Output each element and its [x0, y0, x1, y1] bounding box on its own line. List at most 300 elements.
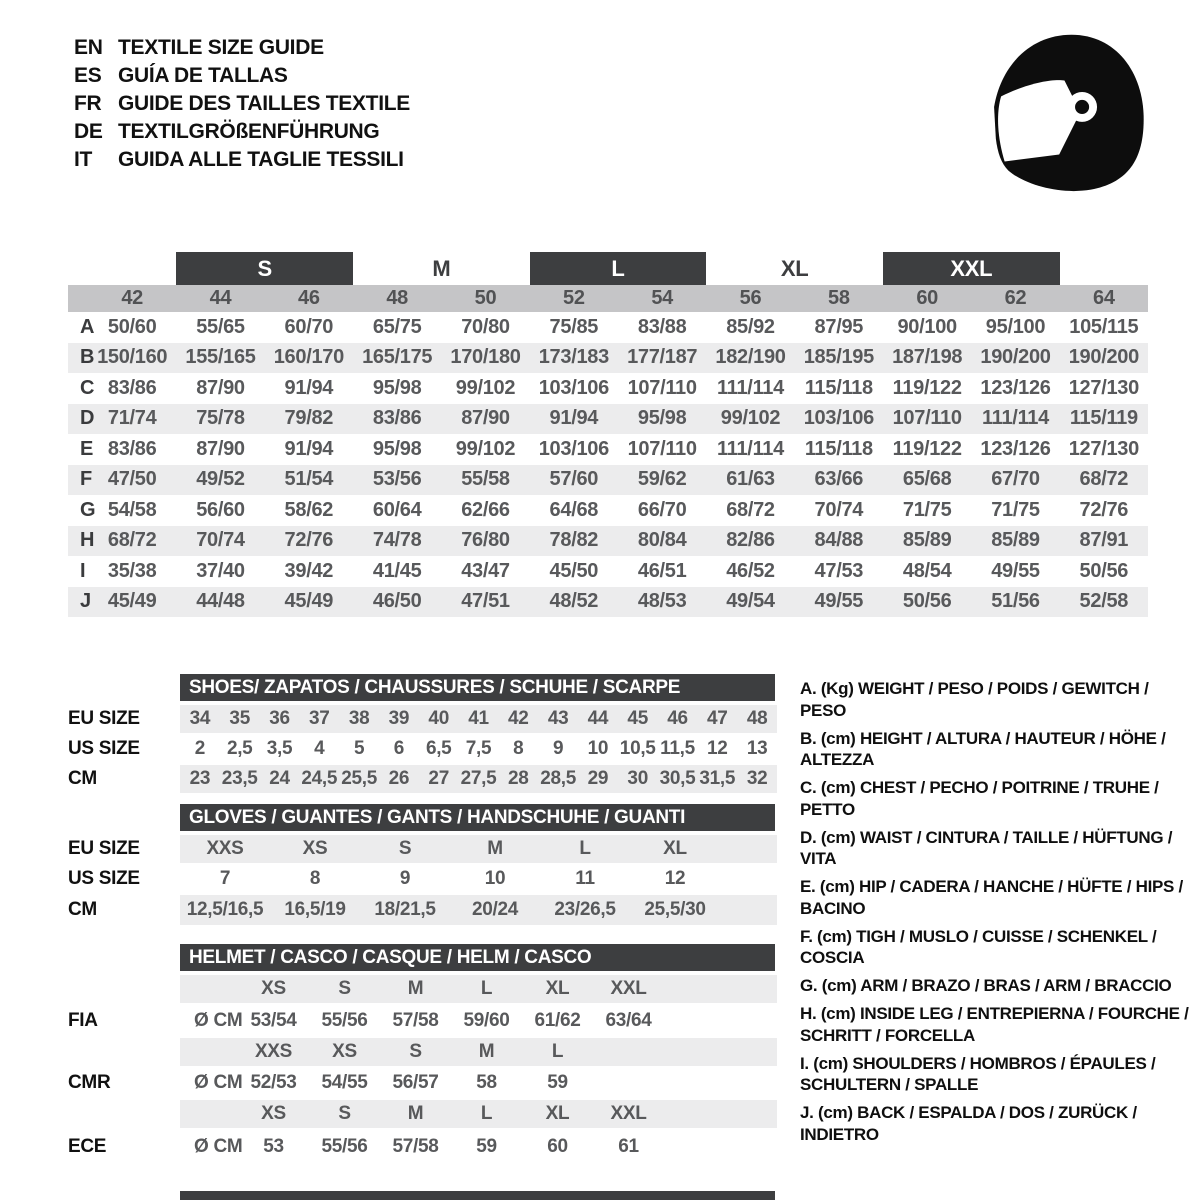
measure-value: 119/122 [892, 376, 962, 399]
language-row [74, 90, 410, 118]
row-side-label: CM [68, 899, 97, 920]
cell-value: 31,5 [699, 768, 736, 789]
measure-value: 155/165 [185, 346, 256, 369]
measure-value: 70/74 [196, 529, 245, 552]
measure-value: 59/62 [637, 468, 687, 491]
measure-value: 95/100 [985, 315, 1046, 338]
row-grid [180, 738, 777, 760]
size-column-header: 42 [121, 287, 143, 309]
cell-value: 45 [627, 708, 648, 729]
measure-value: 95/98 [372, 437, 422, 460]
cell-value: 41 [468, 708, 489, 729]
measure-value: 85/92 [726, 315, 775, 338]
row-grid [180, 1010, 664, 1032]
cell-value: 39 [388, 708, 410, 729]
language-code: DE [74, 120, 103, 143]
measure-value: 70/80 [461, 315, 510, 338]
cell-value: XS [332, 1041, 357, 1062]
cell-value: 23,5 [221, 768, 258, 789]
measure-value: 80/84 [637, 529, 687, 552]
measure-value: 52/58 [1079, 590, 1129, 613]
measure-value: 123/126 [980, 437, 1051, 460]
measure-value: 49/54 [726, 590, 775, 613]
cell-value: 7 [219, 868, 231, 889]
measure-value: 48/52 [549, 590, 599, 613]
measure-value: 99/102 [455, 376, 516, 399]
measure-value: 66/70 [637, 498, 687, 521]
measure-row-e [68, 434, 1148, 465]
measure-value: 68/72 [1079, 468, 1129, 491]
cell-value: 44 [587, 708, 609, 729]
cell-value: 7,5 [465, 738, 492, 759]
section-row [68, 1068, 777, 1098]
measure-value: 48/53 [637, 590, 687, 613]
cell-value: 43 [547, 708, 569, 729]
measure-value: 185/195 [803, 346, 874, 369]
measure-value: 91/94 [284, 437, 334, 460]
measure-value: 74/78 [372, 529, 422, 552]
cell-value: 55/56 [321, 1136, 368, 1157]
size-column-header: 52 [563, 287, 585, 309]
measure-row-j [68, 587, 1148, 618]
measure-value: 50/56 [902, 590, 952, 613]
section-row [68, 735, 777, 763]
measure-value: 99/102 [720, 407, 781, 430]
row-side-label [68, 975, 180, 1003]
numeric-size-header-row [68, 285, 1148, 312]
section-row [68, 835, 777, 863]
size-column-header: 56 [739, 287, 762, 309]
cell-value: 10 [484, 868, 506, 889]
cell-value: 28,5 [540, 768, 576, 789]
measure-value: 60/64 [372, 498, 422, 521]
measure-value: 65/75 [372, 315, 422, 338]
cell-value: XL [545, 978, 570, 999]
measure-value: 83/86 [107, 376, 157, 399]
cell-value: 6,5 [425, 738, 452, 759]
size-column-header: 50 [474, 287, 497, 309]
row-letter: D [80, 407, 95, 430]
row-letter: F [80, 468, 92, 491]
measure-value: 103/106 [538, 437, 609, 460]
measure-value: 87/90 [196, 376, 245, 399]
measure-row-c [68, 373, 1148, 404]
row-side-label: ECE [68, 1136, 107, 1157]
measure-value: 87/91 [1079, 529, 1129, 552]
legend-item: J. (cm) BACK / ESPALDA / DOS / ZURÜCK / INDIETRO [800, 1103, 1137, 1144]
legend-item: A. (Kg) WEIGHT / PESO / POIDS / GEWITCH / PESO [800, 679, 1149, 720]
cell-value: M [407, 978, 424, 999]
cell-value: 35 [229, 708, 250, 729]
cell-value: 60 [547, 1136, 568, 1157]
size-group-xl: XL [780, 255, 809, 281]
measure-value: 177/187 [627, 346, 698, 369]
language-title-list [74, 34, 410, 174]
measure-value: 64/68 [549, 498, 599, 521]
row-content [180, 895, 777, 925]
measure-value: 72/76 [1079, 498, 1129, 521]
legend-item: G. (cm) ARM / BRAZO / BRAS / ARM / BRACCIO [800, 976, 1172, 995]
row-letter: G [80, 498, 96, 521]
row-content [180, 975, 777, 1003]
cell-value: XXS [254, 1041, 293, 1062]
cell-value: XL [663, 838, 687, 859]
measure-value: 173/183 [538, 346, 609, 369]
row-letter: E [80, 437, 94, 460]
cell-value: 57/58 [392, 1010, 439, 1031]
measure-value: 90/100 [897, 315, 957, 338]
cell-value: 30,5 [659, 768, 696, 789]
measure-value: 87/90 [196, 437, 245, 460]
row-side-label: US SIZE [68, 738, 140, 759]
partial-section-bar [180, 1191, 775, 1200]
measure-value: 76/80 [461, 529, 510, 552]
cell-value: 56/57 [392, 1072, 439, 1093]
measure-value: 78/82 [549, 529, 599, 552]
cell-value: 4 [314, 738, 325, 759]
textile-size-table [68, 252, 1148, 617]
cell-value: 6 [393, 738, 405, 759]
cell-value: 8 [513, 738, 524, 759]
measure-value: 45/49 [107, 590, 157, 613]
measure-value: 49/55 [991, 559, 1040, 582]
section-row [68, 1038, 777, 1066]
language-row [74, 146, 410, 174]
row-content [180, 1132, 777, 1162]
language-code: IT [74, 148, 93, 171]
measure-value: 46/51 [637, 559, 687, 582]
measure-value: 63/66 [814, 468, 864, 491]
row-side-label: CMR [68, 1072, 111, 1093]
cell-value: S [338, 1103, 351, 1124]
guide-title: GUÍA DE TALLAS [118, 64, 288, 87]
row-content [180, 765, 777, 793]
guide-title: TEXTILE SIZE GUIDE [118, 36, 324, 59]
cell-value: 30 [627, 768, 648, 789]
measure-value: 103/106 [538, 376, 609, 399]
gloves-section-title: GLOVES / GUANTES / GANTS / HANDSCHUHE / GUANTI [180, 804, 775, 831]
measure-value: 91/94 [549, 407, 599, 430]
cell-value: 27,5 [460, 768, 497, 789]
row-letter: H [80, 529, 95, 552]
language-row [74, 118, 410, 146]
row-grid [180, 1041, 664, 1063]
cell-value: 8 [309, 868, 321, 889]
cell-value: 36 [269, 708, 290, 729]
measure-row-h [68, 526, 1148, 557]
measure-value: 71/74 [107, 407, 157, 430]
cell-value: XS [302, 838, 328, 859]
cell-value: 53 [263, 1136, 284, 1157]
row-side-label: CM [68, 768, 97, 789]
row-grid [180, 868, 720, 890]
cell-value: 53/54 [250, 1010, 297, 1031]
cell-value: 54/55 [321, 1072, 368, 1093]
measure-value: 47/51 [461, 590, 510, 613]
measure-value: 95/98 [637, 407, 687, 430]
measure-value: 68/72 [726, 498, 775, 521]
cell-value: L [480, 978, 493, 999]
measure-value: 72/76 [284, 529, 334, 552]
language-row [74, 34, 410, 62]
cell-value: Ø CM [194, 1136, 243, 1157]
row-content [180, 705, 777, 733]
measure-value: 119/122 [892, 437, 962, 460]
cell-value: Ø CM [194, 1072, 243, 1093]
cell-value: 18/21,5 [374, 899, 436, 920]
measure-value: 87/90 [461, 407, 510, 430]
size-group-s: S [176, 252, 353, 285]
legend-item: H. (cm) INSIDE LEG / ENTREPIERNA / FOURCHE / SCHRITT / FORCELLA [800, 1004, 1189, 1045]
size-group-row [68, 252, 1148, 285]
section-row [68, 865, 777, 893]
cell-value: 5 [353, 738, 365, 759]
cell-value: 24 [269, 768, 290, 789]
measure-row-f [68, 465, 1148, 496]
cell-value: 20/24 [471, 899, 519, 920]
row-side-label [68, 1100, 180, 1128]
legend-item: F. (cm) TIGH / MUSLO / CUISSE / SCHENKEL / COSCIA [800, 926, 1157, 967]
cell-value: 11,5 [660, 738, 695, 759]
cell-value [593, 1041, 664, 1063]
measure-value: 75/85 [549, 315, 599, 338]
measure-value: 37/40 [196, 559, 245, 582]
row-side-label: EU SIZE [68, 838, 140, 859]
size-group-xxl: XXL [883, 252, 1060, 285]
section-row [68, 1100, 777, 1128]
measure-value: 68/72 [107, 529, 157, 552]
measure-value: 87/95 [814, 315, 864, 338]
measure-value: 65/68 [902, 468, 952, 491]
measure-value: 55/65 [196, 315, 245, 338]
cell-value: 55/56 [321, 1010, 368, 1031]
size-column-header: 58 [828, 287, 850, 309]
row-grid [180, 899, 720, 921]
cell-value: 58 [476, 1072, 497, 1093]
cell-value: S [409, 1041, 422, 1062]
measure-value: 53/56 [372, 468, 422, 491]
measure-value: 99/102 [455, 437, 516, 460]
language-code: EN [74, 36, 103, 59]
measure-row-g [68, 495, 1148, 526]
measure-value: 35/38 [107, 559, 157, 582]
measure-value: 105/115 [1069, 315, 1139, 338]
row-content [180, 1068, 777, 1098]
cell-value: XXL [610, 978, 647, 999]
cell-value: S [398, 838, 412, 859]
measure-value: 46/52 [726, 559, 775, 582]
cell-value: Ø CM [194, 1010, 243, 1031]
cell-value: M [478, 1041, 495, 1062]
section-row [68, 765, 777, 793]
measure-value: 55/58 [461, 468, 510, 491]
cell-value [593, 1072, 664, 1094]
row-grid [180, 1072, 664, 1094]
measure-value: 79/82 [284, 407, 334, 430]
measure-value: 67/70 [991, 468, 1040, 491]
measure-value: 190/200 [1068, 346, 1139, 369]
measure-value: 75/78 [196, 407, 245, 430]
measure-value: 45/50 [549, 559, 599, 582]
measure-value: 61/63 [726, 468, 775, 491]
row-letter: A [80, 315, 95, 338]
measure-row-a [68, 312, 1148, 343]
measure-value: 51/54 [284, 468, 334, 491]
measure-value: 47/50 [107, 468, 157, 491]
cell-value: 42 [508, 708, 529, 729]
measure-value: 56/60 [196, 498, 245, 521]
cell-value: 12 [664, 868, 686, 889]
measure-value: 85/89 [991, 529, 1040, 552]
helmet-section-title: HELMET / CASCO / CASQUE / HELM / CASCO [180, 944, 775, 971]
row-side-label: FIA [68, 1010, 98, 1031]
measure-value: 107/110 [627, 376, 697, 399]
legend-item: B. (cm) HEIGHT / ALTURA / HAUTEUR / HÖHE / ALTEZZA [800, 728, 1166, 769]
measure-value: 46/50 [372, 590, 422, 613]
measure-value: 111/114 [717, 376, 784, 399]
cell-value: 24,5 [301, 768, 338, 789]
measure-value: 107/110 [892, 407, 962, 430]
size-group-l: L [530, 252, 707, 285]
measure-value: 190/200 [980, 346, 1051, 369]
cell-value: 37 [309, 708, 330, 729]
size-column-header: 60 [916, 287, 938, 309]
cell-value: 59/60 [463, 1010, 510, 1031]
measure-value: 160/170 [273, 346, 344, 369]
cell-value: M [487, 838, 503, 859]
measure-value: 115/118 [804, 376, 873, 399]
measure-value: 127/130 [1068, 437, 1139, 460]
cell-value: 23/26,5 [554, 899, 616, 920]
measure-value: 91/94 [284, 376, 334, 399]
row-letter: J [80, 590, 91, 613]
measure-value: 39/42 [284, 559, 334, 582]
shoes-section-title: SHOES/ ZAPATOS / CHAUSSURES / SCHUHE / SCARPE [180, 674, 775, 701]
language-code: ES [74, 64, 102, 87]
measure-value: 45/49 [284, 590, 334, 613]
guide-title: TEXTILGRÖßENFÜHRUNG [118, 120, 380, 143]
cell-value: 26 [388, 768, 410, 789]
measure-value: 54/58 [107, 498, 157, 521]
cell-value: 63/64 [605, 1010, 652, 1031]
measure-value: 127/130 [1068, 376, 1139, 399]
cell-value: 25,5/30 [644, 899, 706, 920]
cell-value: L [579, 838, 591, 859]
section-row [68, 895, 777, 925]
cell-value [180, 1103, 238, 1125]
cell-value: 16,5/19 [284, 899, 346, 920]
cell-value: 38 [348, 708, 370, 729]
cell-value: XXS [206, 838, 244, 859]
measure-value: 57/60 [549, 468, 599, 491]
cell-value: 29 [587, 768, 609, 789]
cell-value: 27 [428, 768, 449, 789]
measure-value: 44/48 [196, 590, 245, 613]
measure-value: 165/175 [362, 346, 433, 369]
size-column-header: 62 [1004, 287, 1027, 309]
measure-value: 50/60 [107, 315, 157, 338]
language-code: FR [74, 92, 102, 115]
cell-value: XS [261, 978, 286, 999]
cell-value: XXL [610, 1103, 647, 1124]
measurement-legend [800, 678, 1196, 1152]
measure-value: 48/54 [902, 559, 952, 582]
section-row [68, 705, 777, 733]
row-side-label: US SIZE [68, 868, 140, 889]
measure-value: 49/55 [814, 590, 864, 613]
measure-value: 83/86 [107, 437, 157, 460]
measure-row-b [68, 343, 1148, 374]
measure-value: 50/56 [1079, 559, 1129, 582]
measure-value: 70/74 [814, 498, 864, 521]
cell-value: 10 [587, 738, 609, 759]
cell-value: 46 [667, 708, 688, 729]
corner-cell [68, 285, 88, 312]
cell-value: 2 [194, 738, 206, 759]
measure-value: 60/70 [284, 315, 334, 338]
measure-value: 43/47 [461, 559, 510, 582]
row-content [180, 865, 777, 893]
cell-value: XL [545, 1103, 570, 1124]
size-column-header: 48 [386, 287, 408, 309]
cell-value: M [407, 1103, 424, 1124]
cell-value: 2,5 [226, 738, 253, 759]
measure-value: 47/53 [814, 559, 864, 582]
guide-title: GUIDE DES TAILLES TEXTILE [118, 92, 410, 115]
section-row [68, 1132, 777, 1162]
legend-item: D. (cm) WAIST / CINTURA / TAILLE / HÜFTUNG / VITA [800, 827, 1173, 868]
guide-title: GUIDA ALLE TAGLIE TESSILI [118, 148, 404, 171]
section-row [68, 975, 777, 1003]
size-column-header: 54 [651, 287, 673, 309]
legend-item: I. (cm) SHOULDERS / HOMBROS / ÉPAULES / SCHULTERN / SPALLE [800, 1053, 1156, 1094]
row-content [180, 835, 777, 863]
row-content [180, 1038, 777, 1066]
row-side-label: EU SIZE [68, 708, 140, 729]
measure-value: 182/190 [715, 346, 786, 369]
cell-value: 3,5 [266, 738, 293, 759]
cell-value: 47 [707, 708, 728, 729]
cell-value: 13 [746, 738, 768, 759]
row-grid [180, 768, 777, 790]
row-letter: I [80, 559, 86, 582]
measure-value: 170/180 [450, 346, 521, 369]
measure-value: 49/52 [196, 468, 245, 491]
row-grid [180, 978, 664, 1000]
cell-value: 57/58 [392, 1136, 439, 1157]
cell-value: 28 [508, 768, 529, 789]
measure-value: 71/75 [991, 498, 1040, 521]
cell-value: 10,5 [619, 738, 656, 759]
cell-value: 34 [189, 708, 211, 729]
measure-value: 58/62 [284, 498, 334, 521]
measure-value: 83/88 [637, 315, 687, 338]
cell-value: 9 [399, 868, 411, 889]
measure-value: 107/110 [627, 437, 697, 460]
cell-value: 11 [575, 868, 595, 889]
row-letter: C [80, 376, 95, 399]
row-side-label [68, 1038, 180, 1066]
row-grid [180, 1136, 664, 1158]
size-group-m: M [432, 255, 451, 281]
cell-value: XS [261, 1103, 286, 1124]
cell-value: 59 [547, 1072, 568, 1093]
measure-value: 150/160 [97, 346, 168, 369]
measure-value: 84/88 [814, 529, 864, 552]
cell-value: 23 [189, 768, 211, 789]
measure-value: 115/119 [1069, 407, 1138, 430]
measure-value: 187/198 [892, 346, 963, 369]
